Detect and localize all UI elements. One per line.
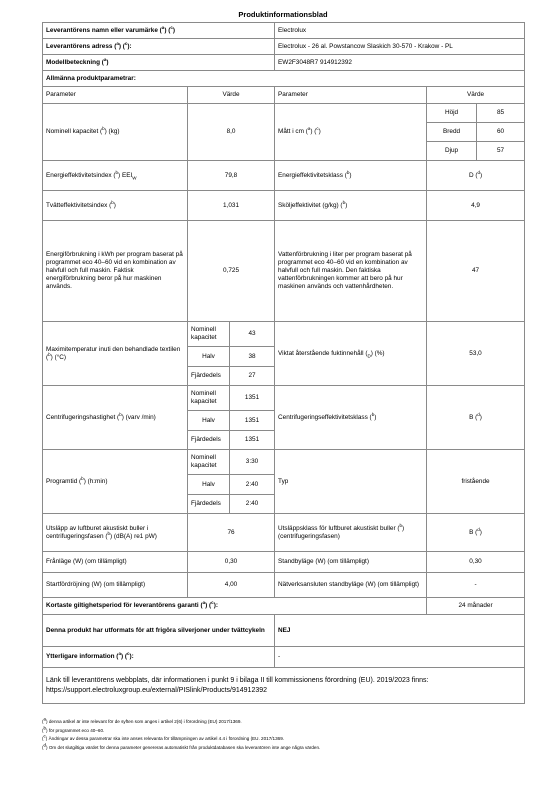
supplier-address-value: Electrolux - 26 al. Powstancow Slaskich 30-570 - Krakow - PL (275, 39, 525, 55)
delay-start-value: 4,00 (188, 573, 275, 598)
energy-consumption-value: 0,725 (188, 221, 275, 322)
supplier-website-link[interactable]: Länk till leverantörens webbplats, där informationen i punkt 9 i bilaga II till kommissionens förordning (EU). 2019/2023 finns: https://support.electroluxgroup.eu/external/PISlink/Products/914912392 (43, 668, 525, 704)
col-parameter-left: Parameter (43, 87, 188, 104)
supplier-address-label: Leverantörens adress ($^a$) ($^c$): (43, 39, 275, 55)
rinse-value: 4,9 (427, 191, 525, 221)
time-row-rated (43, 450, 525, 475)
product-parameters-table (42, 22, 525, 704)
max-temp-half: 38 (230, 347, 275, 367)
program-time-label: Programtid ($^b$) (h:min) (43, 450, 188, 514)
noise-value: 76 (188, 514, 275, 552)
spin-speed-label: Centrifugeringshastighet ($^b$) (varv /min) (43, 386, 188, 450)
time-rated: 3:30 (230, 450, 275, 475)
eei-label: Energieffektivitetsindex ($^b$) $EEI_W$ (43, 161, 188, 191)
height-value: 85 (477, 104, 525, 123)
footnote-c: (c) Ändringar av dessa parametrar ska inte anses relevanta för tillämpningen av artikel 4.4 i förordning (EU. 2017/1369. (42, 733, 285, 741)
max-temp-load-half: Halv (188, 347, 230, 367)
noise-label: Utsläpp av luftburet akustiskt buller i centrifugeringsfasen ($^b$) (dB(A) re1 pW) (43, 514, 188, 552)
time-load-rated: Nominell kapacitet (188, 450, 230, 475)
guarantee-label: Kortaste giltighetsperiod för leverantörens garanti ($^a$) ($^c$): (43, 598, 427, 615)
delay-network-row (43, 573, 525, 598)
capacity-dimensions-row (43, 104, 525, 123)
max-temp-load-rated: Nominell kapacitet (188, 322, 230, 347)
footnotes (42, 718, 524, 752)
footnote-a: (a) denna artikel är inte relevant för de syften som anges i artikel 2(6) i förordning (EU) 2017/1369. (42, 716, 242, 724)
eei-value: 79,8 (188, 161, 275, 191)
time-load-quarter: Fjärdedels (188, 495, 230, 514)
depth-value: 57 (477, 142, 525, 161)
spin-load-rated: Nominell kapacitet (188, 386, 230, 411)
standby-label: Standbyläge (W) (om tillämpligt) (275, 552, 427, 573)
footnote-d: (d) Om det slutgiltiga värdet för denna parameter genereras automatiskt från produktdatabasen ska leverantören inte ange några värden. (42, 741, 321, 750)
supplier-address-row (43, 39, 525, 55)
rated-capacity-value: 8,0 (188, 104, 275, 161)
rated-capacity-label: Nominell kapacitet ($^b$) (kg) (43, 104, 188, 161)
noise-class-label: Utsläppsklass för luftburet akustiskt buller ($^b$) (centrifugeringsfasen) (275, 514, 427, 552)
col-value-right: Värde (427, 87, 525, 104)
water-consumption-value: 47 (427, 221, 525, 322)
max-temp-quarter: 27 (230, 367, 275, 386)
height-label: Höjd (427, 104, 477, 123)
standby-value: 0,30 (427, 552, 525, 573)
eei-row (43, 161, 525, 191)
model-value: EW2F3048R7 914912392 (275, 55, 525, 71)
energy-class-value: D ($^d$) (427, 161, 525, 191)
max-temp-label: Maximitemperatur inuti den behandlade textilen ($^b$) (°C) (43, 322, 188, 386)
spin-rated: 1351 (230, 386, 275, 411)
max-temp-row-rated (43, 322, 525, 347)
link-row (43, 668, 525, 704)
page-title: Produktinformationsblad (238, 10, 328, 19)
spin-quarter: 1351 (230, 431, 275, 450)
consumption-row (43, 221, 525, 322)
noise-class-value: B ($^d$) (427, 514, 525, 552)
time-quarter: 2:40 (230, 495, 275, 514)
additional-label: Ytterligare information ($^a$) ($^c$): (43, 647, 275, 668)
spin-class-value: B ($^d$) (427, 386, 525, 450)
moisture-label: Viktat återstående fuktinnehåll $(_D)$ (%) (275, 322, 427, 386)
supplier-name-row (43, 23, 525, 39)
spin-load-quarter: Fjärdedels (188, 431, 230, 450)
energy-consumption-label: Energiförbrukning i kWh per program baserat på programmet eco 40–60 vid en kombination av halvfull och full maskin. Faktisk energiförbrukning beror på hur maskinen används. (43, 221, 188, 322)
footnote-b: (b) för programmet eco 40–60. (42, 724, 105, 733)
time-half: 2:40 (230, 475, 275, 495)
silver-value: NEJ (275, 615, 525, 647)
model-row (43, 55, 525, 71)
max-temp-rated: 43 (230, 322, 275, 347)
rinse-label: Sköljeffektivitet (g/kg) ($^b$) (275, 191, 427, 221)
width-label: Bredd (427, 123, 477, 142)
energy-class-label: Energieffektivitetsklass ($^b$) (275, 161, 427, 191)
water-consumption-label: Vattenförbrukning i liter per program baserat på programmet eco 40–60 vid en kombination av halvfull och full maskin. Den faktiska vattenförbrukningen kommer att bero på hur maskinen används och vattenhårdheten. (275, 221, 427, 322)
width-value: 60 (477, 123, 525, 142)
additional-value: - (275, 647, 525, 668)
network-standby-value: - (427, 573, 525, 598)
washing-index-row (43, 191, 525, 221)
washing-index-value: 1,031 (188, 191, 275, 221)
washing-index-label: Tvätteffektivitetsindex ($^b$) (43, 191, 188, 221)
silver-row (43, 615, 525, 647)
model-label: Modellbeteckning ($^a$) (43, 55, 275, 71)
type-value: fristående (427, 450, 525, 514)
spin-load-half: Halv (188, 411, 230, 431)
type-label: Typ (275, 450, 427, 514)
noise-row (43, 514, 525, 552)
col-parameter-right: Parameter (275, 87, 427, 104)
column-header-row (43, 87, 525, 104)
silver-label: Denna produkt har utformats för att frigöra silverjoner under tvättcykeln (43, 615, 275, 647)
additional-info-row (43, 647, 525, 668)
spin-class-label: Centrifugeringseffektivitetsklass ($^b$) (275, 386, 427, 450)
guarantee-value: 24 månader (427, 598, 525, 615)
general-params-row (43, 71, 525, 87)
off-standby-row (43, 552, 525, 573)
moisture-value: 53,0 (427, 322, 525, 386)
time-load-half: Halv (188, 475, 230, 495)
max-temp-load-quarter: Fjärdedels (188, 367, 230, 386)
network-standby-label: Nätverksansluten standbyläge (W) (om tillämpligt) (275, 573, 427, 598)
off-mode-label: Frånläge (W) (om tillämpligt) (43, 552, 188, 573)
depth-label: Djup (427, 142, 477, 161)
spin-row-rated (43, 386, 525, 411)
dimensions-label: Mått i cm ($^a$) ($^c$) (275, 104, 427, 161)
delay-start-label: Startfördröjning (W) (om tillämpligt) (43, 573, 188, 598)
off-mode-value: 0,30 (188, 552, 275, 573)
supplier-name-label: Leverantörens namn eller varumärke ($^a$) ($^c$) (43, 23, 275, 39)
spin-half: 1351 (230, 411, 275, 431)
general-params-heading: Allmänna produktparametrar: (43, 71, 525, 87)
col-value-left: Värde (188, 87, 275, 104)
supplier-name-value: Electrolux (275, 23, 525, 39)
guarantee-row (43, 598, 525, 615)
